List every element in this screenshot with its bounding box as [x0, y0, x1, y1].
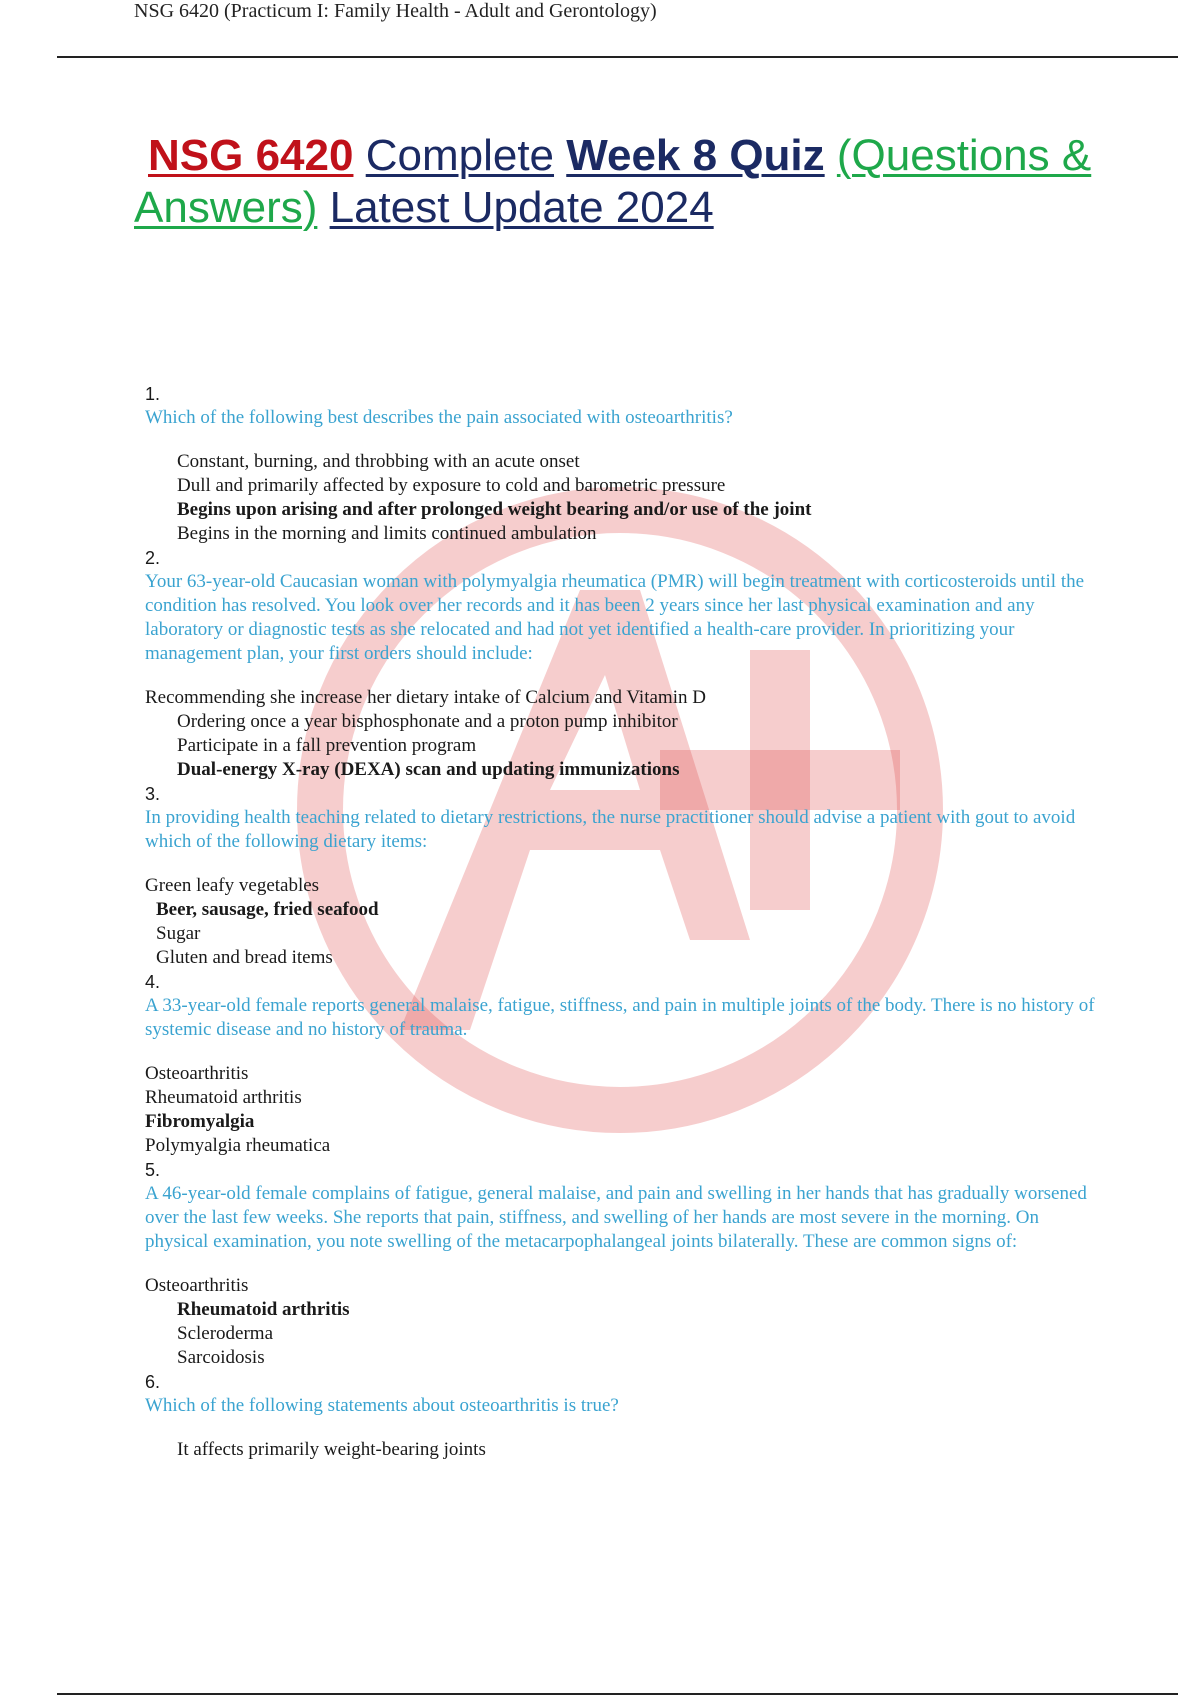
answer-option: It affects primarily weight-bearing joints: [177, 1439, 486, 1460]
correct-answer-option: Fibromyalgia: [145, 1111, 255, 1132]
answer-option: Gluten and bread items: [156, 947, 333, 968]
title-latest-update: Latest Update 2024: [329, 183, 714, 232]
question-number: 4.: [145, 972, 161, 992]
question-number: 5.: [145, 1160, 161, 1180]
answer-option: Polymyalgia rheumatica: [145, 1135, 331, 1156]
running-header-title: NSG 6420 (Practicum I: Family Health - Adult and Gerontology): [134, 0, 657, 22]
question-5: [145, 1158, 1095, 1370]
answer-option: Sarcoidosis: [177, 1347, 265, 1368]
question-text: A 46-year-old female complains of fatigue, general malaise, and pain and swelling in her hands that has gradually worsened over the last few weeks. She reports that pain, stiffness, and swelling of her hands are most severe in the morning. On physical examination, you note swelling of the metacarpophalangeal joints bilaterally. These are common signs of:: [145, 1183, 1087, 1252]
question-number: 2.: [145, 548, 161, 568]
question-1: [145, 382, 1095, 546]
quiz-content: [145, 382, 1095, 1462]
title-course-code: NSG 6420: [148, 131, 354, 180]
question-text: In providing health teaching related to dietary restrictions, the nurse practitioner should advise a patient with gout to avoid which of the following dietary items:: [145, 807, 1076, 852]
title-complete: Complete: [365, 131, 555, 180]
question-text: Which of the following statements about osteoarthritis is true?: [145, 1395, 619, 1416]
question-number: 6.: [145, 1372, 161, 1392]
question-text: Which of the following best describes the pain associated with osteoarthritis?: [145, 407, 733, 428]
answer-option: Participate in a fall prevention program: [177, 735, 477, 756]
question-2: [145, 546, 1095, 782]
question-4: [145, 970, 1095, 1158]
header-rule: [57, 56, 1178, 58]
question-text: A 33-year-old female reports general malaise, fatigue, stiffness, and pain in multiple joints of the body. There is no history of systemic disease and no history of trauma.: [145, 995, 1095, 1040]
correct-answer-option: Dual-energy X-ray (DEXA) scan and updating immunizations: [177, 759, 680, 780]
correct-answer-option: Beer, sausage, fried seafood: [156, 899, 379, 920]
answer-option: Sugar: [156, 923, 201, 944]
footer-rule: [57, 1693, 1178, 1695]
answer-option: Scleroderma: [177, 1323, 274, 1344]
answer-option: Osteoarthritis: [145, 1275, 249, 1296]
answer-option: Rheumatoid arthritis: [145, 1087, 302, 1108]
title-week-quiz: Week 8 Quiz: [566, 131, 825, 180]
title-questions-answers: (Questions & Answers): [134, 131, 1092, 232]
document-title: [134, 130, 1094, 234]
question-6: [145, 1370, 1095, 1462]
answer-option: Osteoarthritis: [145, 1063, 249, 1084]
correct-answer-option: Begins upon arising and after prolonged weight bearing and/or use of the joint: [177, 499, 812, 520]
correct-answer-option: Rheumatoid arthritis: [177, 1299, 350, 1320]
question-text: Your 63-year-old Caucasian woman with polymyalgia rheumatica (PMR) will begin treatment with corticosteroids until the condition has resolved. You look over her records and it has been 2 years since her last physical examination and any laboratory or diagnostic tests as she relocated and had not yet identified a health-care provider. In prioritizing your management plan, your first orders should include:: [145, 571, 1085, 664]
answer-option: Green leafy vegetables: [145, 875, 320, 896]
answer-option: Dull and primarily affected by exposure to cold and barometric pressure: [177, 475, 726, 496]
answer-option: Begins in the morning and limits continued ambulation: [177, 523, 597, 544]
question-3: [145, 782, 1095, 970]
answer-option: Constant, burning, and throbbing with an acute onset: [177, 451, 580, 472]
question-number: 1.: [145, 384, 161, 404]
answer-option: Recommending she increase her dietary intake of Calcium and Vitamin D: [145, 687, 706, 708]
answer-option: Ordering once a year bisphosphonate and a proton pump inhibitor: [177, 711, 678, 732]
question-number: 3.: [145, 784, 161, 804]
